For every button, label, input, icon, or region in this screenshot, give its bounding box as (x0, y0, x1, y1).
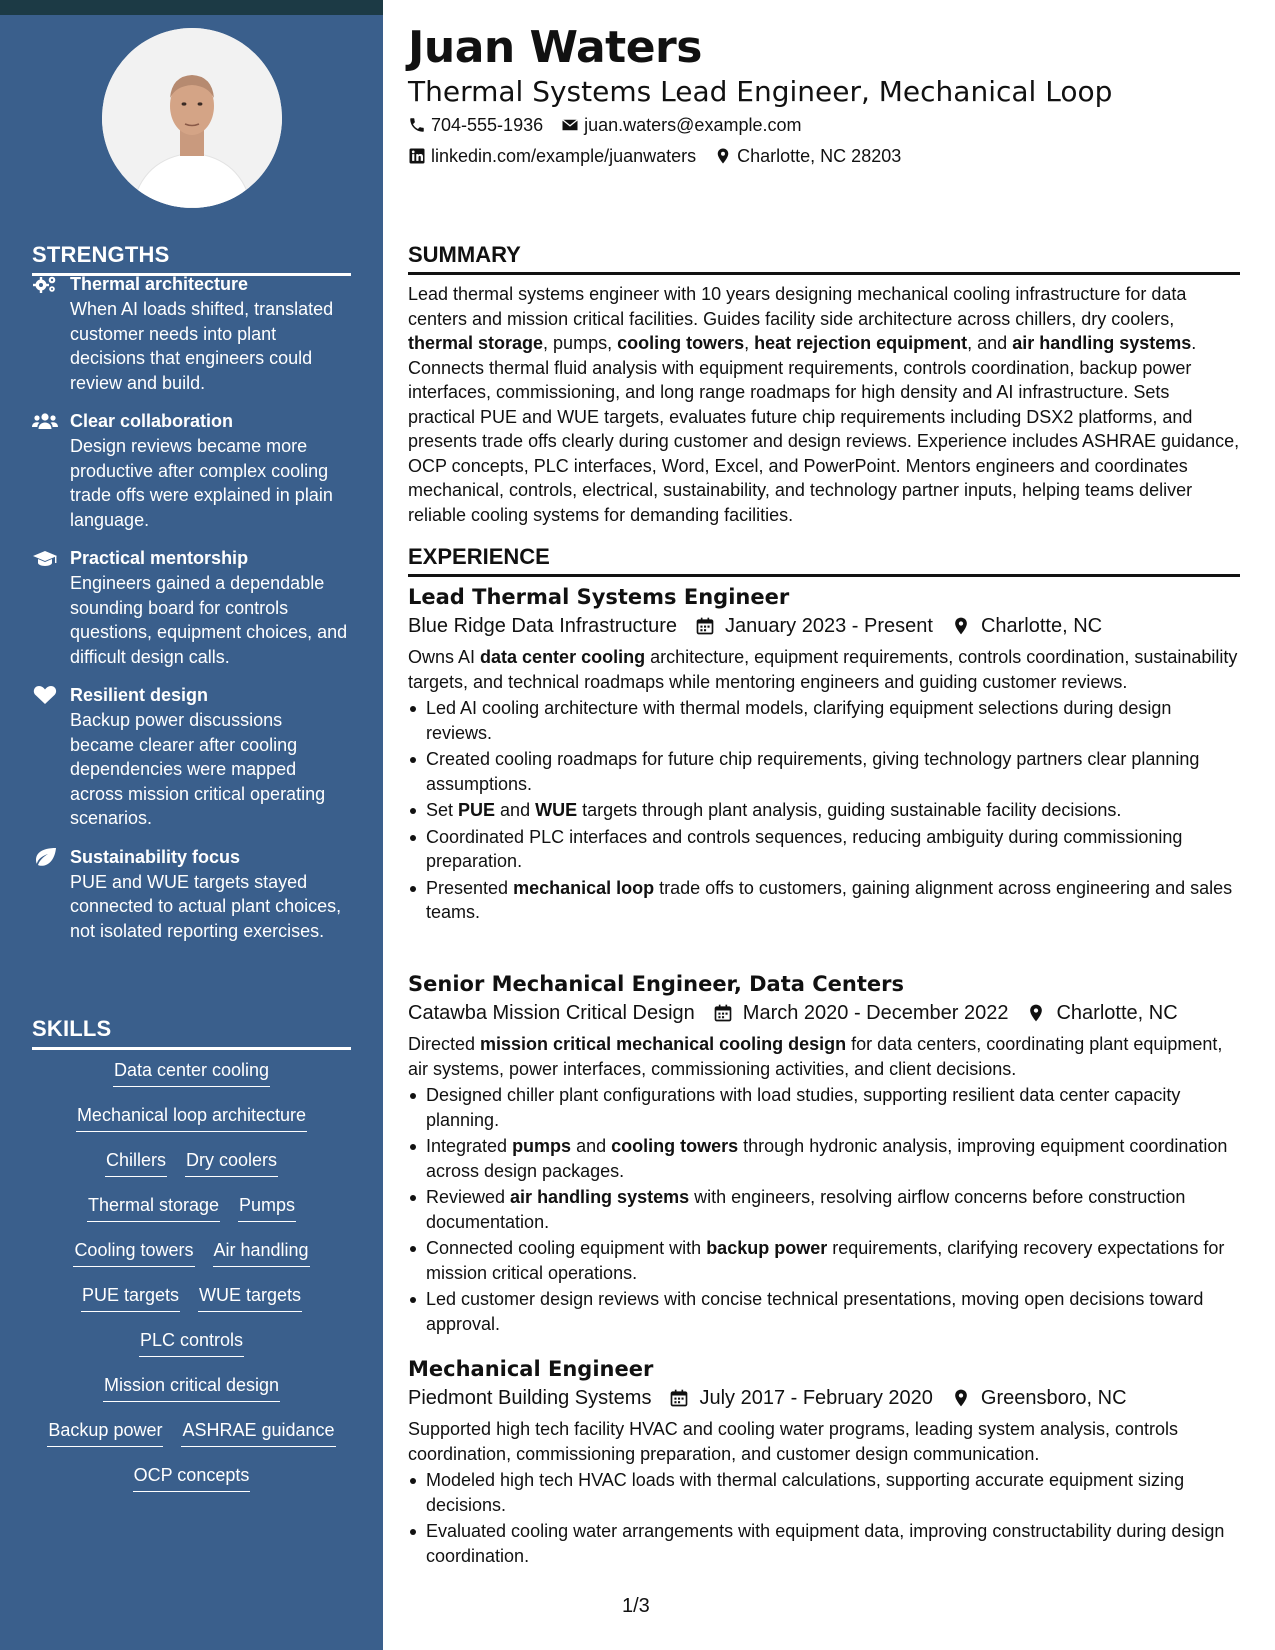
skill-tag: Dry coolers (185, 1148, 278, 1177)
calendar-icon (695, 616, 715, 636)
email-address[interactable]: juan.waters@example.com (584, 115, 802, 135)
text-run: requirements, clarifying recovery expectations for mission critical operations. (426, 1238, 1225, 1283)
skill-row (32, 1193, 351, 1238)
experience-heading: EXPERIENCE (408, 544, 1240, 577)
skill-tag: OCP concepts (133, 1463, 251, 1492)
text-run: Led customer design reviews with concise technical presentations, moving open decisions toward approval. (426, 1289, 1204, 1334)
text-run: for data centers, coordinating plant equipment, air systems, power interfaces, commissioning activities, and client decisions. (408, 1034, 1223, 1079)
strength-title: Clear collaboration (70, 411, 234, 431)
text-run: Set (426, 800, 459, 820)
skill-row (32, 1103, 351, 1148)
bold-text: pumps (512, 1136, 572, 1156)
skill-row (32, 1058, 351, 1103)
text-run: through hydronic analysis, improving equipment coordination across design packages. (426, 1136, 1228, 1181)
job-entry (408, 970, 1240, 1338)
map-pin-icon (1026, 1003, 1046, 1023)
skill-tag: Cooling towers (73, 1238, 194, 1267)
skill-tag: Pumps (238, 1193, 296, 1222)
text-run: Modeled high tech HVAC loads with thermal calculations, supporting accurate equipment sizing decisions. (426, 1470, 1185, 1515)
strength-description: Backup power discussions became clearer after cooling dependencies were mapped across mission critical operating scenarios. (70, 710, 326, 828)
skill-tag: Mechanical loop architecture (76, 1103, 307, 1132)
list-item (408, 1287, 1240, 1336)
text-run: Reviewed (426, 1187, 511, 1207)
strength-description: Engineers gained a dependable sounding board for controls questions, equipment choices, and difficult design calls. (70, 573, 348, 667)
list-item (408, 825, 1240, 874)
location-contact (714, 144, 901, 168)
job-description (408, 645, 1240, 694)
job-dates: July 2017 - February 2020 (699, 1387, 933, 1409)
skill-tag: Air handling (213, 1238, 310, 1267)
candidate-name: Juan Waters (408, 22, 702, 73)
job-entry (408, 583, 1240, 927)
list-item (408, 1134, 1240, 1183)
text-run: trade offs to customers, gaining alignment across engineering and sales teams. (426, 877, 1233, 922)
location-text: Charlotte, NC 28203 (737, 146, 902, 166)
map-pin-icon (951, 616, 971, 636)
bold-text: cooling towers (617, 333, 745, 353)
company-name: Catawba Mission Critical Design (408, 1002, 695, 1024)
calendar-icon (669, 1388, 689, 1408)
contact-row-2 (408, 144, 901, 168)
text-run: . Connects thermal fluid analysis with equipment requirements, controls coordination, backup power interfaces, commissioning, and long range roadmaps for high density and AI infrastructure. Sets practical PUE and WUE targets, evaluates future chip requirements including DSX2 platforms, and presents trade offs clearly during customer and design reviews. Experience includes ASHRAE guidance, OCP concepts, PLC interfaces, Word, Excel, and PowerPoint. Mentors engineers and coordinates mechanical, controls, electrical, sustainability, and technology partner inputs, helping teams deliver reliable cooling systems for demanding facilities. (408, 333, 1240, 525)
calendar-icon (713, 1003, 733, 1023)
job-meta (408, 1383, 1240, 1413)
phone-number[interactable]: 704-555-1936 (431, 115, 544, 135)
text-run: and (495, 800, 536, 820)
job-location: Greensboro, NC (980, 1387, 1127, 1409)
job-dates: March 2020 - December 2022 (742, 1002, 1009, 1024)
text-run: , (744, 333, 755, 353)
bold-text: PUE (458, 800, 496, 820)
job-dates: January 2023 - Present (725, 615, 933, 637)
sidebar-top-band (0, 0, 383, 15)
text-run: , and (967, 333, 1013, 353)
skill-row (32, 1148, 351, 1193)
strength-description: PUE and WUE targets stayed connected to actual plant choices, not isolated reporting exercises. (70, 871, 342, 941)
bold-text: air handling systems (510, 1187, 690, 1207)
skill-row (32, 1463, 351, 1508)
linkedin-contact (408, 144, 696, 168)
text-run: Evaluated cooling water arrangements with equipment data, improving constructability during design coordination. (426, 1521, 1225, 1566)
list-item (408, 876, 1240, 925)
skill-tag: Mission critical design (103, 1373, 280, 1402)
bold-text: WUE (535, 800, 578, 820)
skill-tag: PLC controls (139, 1328, 244, 1357)
bold-text: cooling towers (611, 1136, 739, 1156)
summary-text (408, 282, 1240, 527)
job-title: Mechanical Engineer (408, 1357, 654, 1381)
text-run: with engineers, resolving airflow concerns before construction documentation. (426, 1187, 1186, 1232)
map-pin-icon (714, 147, 732, 165)
leaf-icon (32, 847, 58, 867)
list-item (408, 1468, 1240, 1517)
text-run: Supported high tech facility HVAC and cooling water programs, leading system analysis, controls coordination, commissioning preparation, and customer design communication. (408, 1419, 1179, 1464)
skill-tag: Backup power (47, 1418, 163, 1447)
text-run: , pumps, (543, 333, 618, 353)
list-item (408, 1185, 1240, 1234)
page-number: 1/3 (622, 1595, 650, 1617)
job-location: Charlotte, NC (980, 615, 1103, 637)
strength-title: Resilient design (70, 685, 209, 705)
skill-row (32, 1238, 351, 1283)
strength-title: Sustainability focus (70, 846, 241, 867)
job-meta (408, 611, 1240, 641)
skill-row (32, 1373, 351, 1418)
skills-heading: SKILLS (32, 1016, 351, 1050)
bold-text: backup power (706, 1238, 828, 1258)
text-run: Designed chiller plant configurations with load studies, supporting resilient data center capacity planning. (426, 1085, 1181, 1130)
strength-description: Design reviews became more productive after complex cooling trade offs were explained in plain language. (70, 436, 333, 530)
skill-row (32, 1328, 351, 1373)
text-run: and (571, 1136, 612, 1156)
strength-title: Thermal architecture (70, 274, 249, 294)
summary-heading: SUMMARY (408, 242, 1240, 275)
text-run: targets through plant analysis, guiding sustainable facility decisions. (577, 800, 1122, 820)
phone-contact (408, 113, 543, 137)
job-bullets (408, 1083, 1240, 1336)
bold-text: air handling systems (1012, 333, 1192, 353)
text-run: Coordinated PLC interfaces and controls sequences, reducing ambiguity during commissioning preparation. (426, 826, 1183, 871)
strength-item (32, 845, 351, 944)
skill-tag: Chillers (105, 1148, 167, 1177)
job-description (408, 1032, 1240, 1081)
list-item (408, 1236, 1240, 1285)
profile-photo (102, 28, 282, 208)
company-name: Piedmont Building Systems (408, 1387, 652, 1409)
bold-text: data center cooling (480, 647, 646, 667)
list-item (408, 747, 1240, 796)
users-icon (32, 411, 58, 431)
envelope-icon (561, 116, 579, 134)
list-item (408, 1083, 1240, 1132)
text-run: Led AI cooling architecture with thermal models, clarifying equipment selections during design reviews. (426, 698, 1172, 743)
text-run: Created cooling roadmaps for future chip requirements, giving technology partners clear planning assumptions. (426, 749, 1200, 794)
heart-icon (32, 685, 58, 705)
candidate-title: Thermal Systems Lead Engineer, Mechanical Loop (408, 75, 1113, 108)
skill-tag: WUE targets (198, 1283, 302, 1312)
bold-text: mechanical loop (513, 877, 655, 898)
text-run: Integrated (426, 1136, 513, 1156)
text-run: Owns AI (408, 647, 481, 667)
job-location: Charlotte, NC (1056, 1002, 1178, 1024)
graduation-cap-icon (32, 548, 58, 568)
skills-list (32, 1058, 351, 1508)
map-pin-icon (951, 1388, 971, 1408)
text-run: architecture, equipment requirements, controls coordination, sustainability targets, and technical roadmaps while mentoring engineers and guiding customer reviews. (408, 647, 1238, 692)
strength-item (32, 683, 351, 831)
contact-row-1 (408, 113, 801, 137)
company-name: Blue Ridge Data Infrastructure (408, 615, 678, 637)
strength-title: Practical mentorship (70, 548, 249, 568)
job-title: Lead Thermal Systems Engineer (408, 585, 790, 609)
linkedin-url[interactable]: linkedin.com/example/juanwaters (431, 146, 697, 166)
strengths-list (32, 272, 351, 957)
strength-description: When AI loads shifted, translated customer needs into plant decisions that engineers could review and build. (70, 299, 334, 393)
text-run: Presented (426, 877, 514, 898)
text-run: Directed (408, 1034, 481, 1054)
phone-icon (408, 116, 426, 134)
bold-text: heat rejection equipment (754, 333, 968, 353)
strength-item (32, 272, 351, 395)
job-meta (408, 998, 1240, 1028)
strength-item (32, 546, 351, 669)
strengths-heading: STRENGTHS (32, 242, 351, 276)
text-run: Connected cooling equipment with (426, 1238, 707, 1258)
job-entry (408, 1355, 1240, 1570)
strength-item (32, 409, 351, 532)
linkedin-icon (408, 147, 426, 165)
skill-tag: PUE targets (81, 1283, 180, 1312)
job-description (408, 1417, 1240, 1466)
text-run: Lead thermal systems engineer with 10 years designing mechanical cooling infrastructure for data centers and mission critical facilities. Guides facility side architecture across chillers, dry coolers, (408, 284, 1187, 329)
job-bullets (408, 1468, 1240, 1568)
skill-row (32, 1283, 351, 1328)
bold-text: mission critical mechanical cooling design (480, 1034, 847, 1054)
list-item (408, 1519, 1240, 1568)
bold-text: thermal storage (408, 333, 544, 353)
email-contact (561, 113, 801, 137)
job-title: Senior Mechanical Engineer, Data Centers (408, 972, 904, 996)
list-item (408, 798, 1240, 823)
skill-tag: ASHRAE guidance (181, 1418, 335, 1447)
skill-tag: Data center cooling (113, 1058, 270, 1087)
job-bullets (408, 696, 1240, 925)
list-item (408, 696, 1240, 745)
gears-icon (32, 274, 58, 294)
skill-tag: Thermal storage (87, 1193, 220, 1222)
skill-row (32, 1418, 351, 1463)
